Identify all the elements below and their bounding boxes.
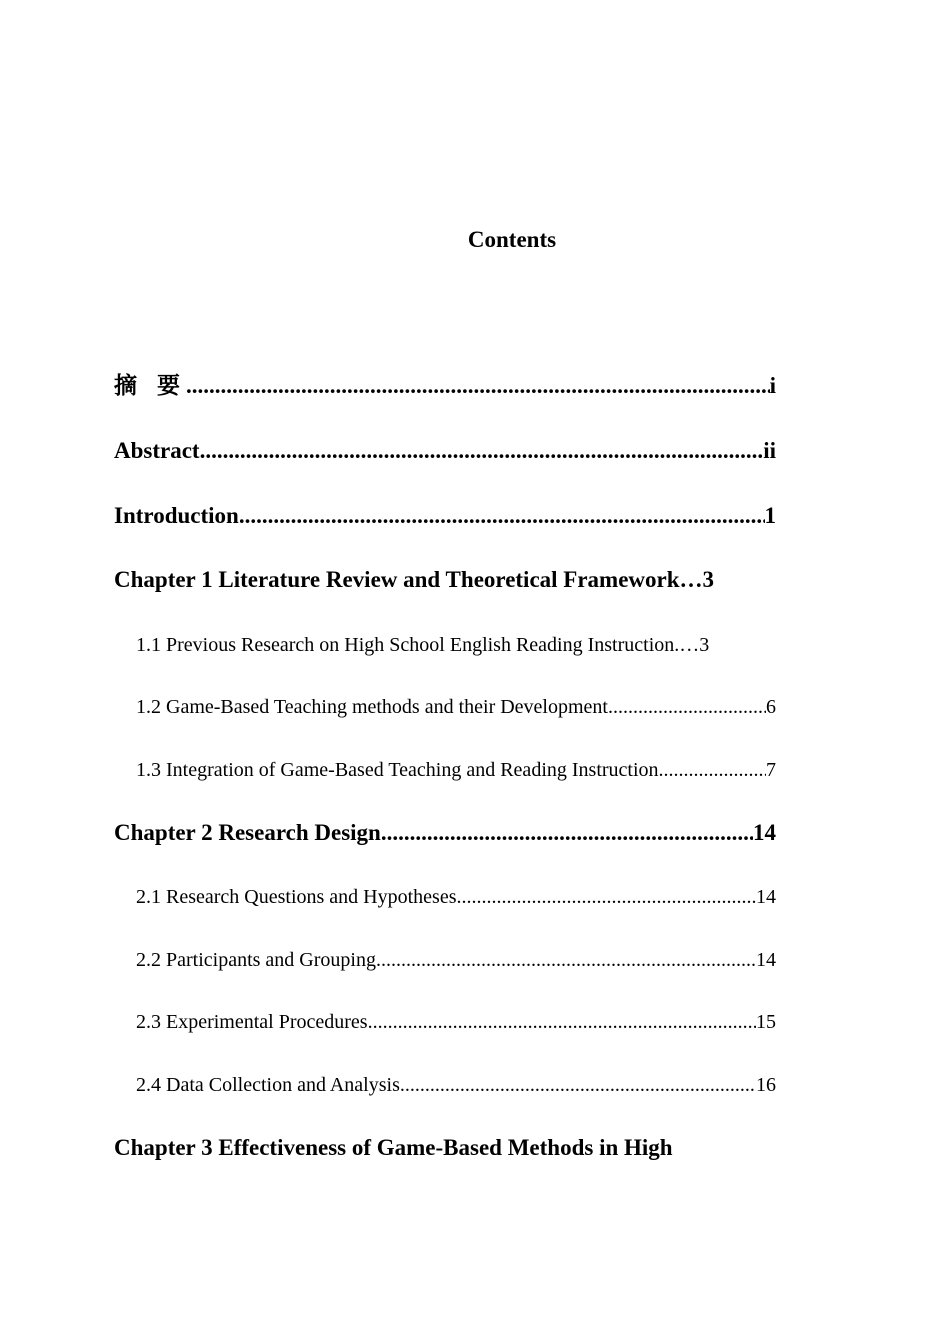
toc-entry-page: 3 [702,567,715,592]
toc-entry-section-2-2[interactable] [136,948,776,972]
toc-entry-label: 1.2 Game-Based Teaching methods and their Development [136,696,608,718]
toc-entry-label: 2.2 Participants and Grouping [136,949,376,971]
toc-entry-label: 2.3 Experimental Procedures [136,1011,368,1033]
dot-leader [659,758,766,782]
dot-leader [381,819,753,847]
toc-entry-section-2-3[interactable] [136,1010,776,1034]
toc-entry-section-1-1[interactable] [136,633,776,657]
toc-entry-page: 6 [766,696,776,718]
toc-entry-chapter-3[interactable] [114,1134,776,1162]
toc-entry-label: Chapter 1 Literature Review and Theoretical Framework… [114,567,703,592]
toc-entry-chapter-2[interactable] [114,819,776,847]
toc-entry-page: 7 [766,759,776,781]
toc-entry-label: Chapter 3 Effectiveness of Game-Based Methods in High [114,1135,673,1160]
toc-entry-page: 15 [756,1011,776,1033]
dot-leader [186,372,770,400]
toc-entry-section-2-1[interactable] [136,885,776,909]
toc-entry-label: 2.4 Data Collection and Analysis [136,1074,400,1096]
dot-leader [608,695,766,719]
toc-entry-label: Introduction [114,503,239,528]
toc-entry-page: 16 [756,1074,776,1096]
toc-entry-label: 2.1 Research Questions and Hypotheses [136,886,457,908]
toc-entry-page: 14 [756,886,776,908]
toc-entry-label: Abstract [114,438,200,463]
toc-entry-label: Chapter 2 Research Design [114,820,381,845]
page-title: Contents [467,227,557,252]
toc-entry-section-1-3[interactable] [136,758,776,782]
toc-entry-label: 摘 要 [114,373,187,399]
toc-entry-page: 1 [764,503,776,528]
toc-entry-section-2-4[interactable] [136,1073,776,1097]
dot-leader [200,437,764,465]
dot-leader [376,948,756,972]
toc-entry-abstract-cn[interactable] [114,372,776,400]
toc-entry-page: 3 [699,634,710,656]
toc-entry-chapter-1[interactable] [114,566,776,594]
toc-entry-label: 1.3 Integration of Game-Based Teaching and Reading Instruction [136,759,659,781]
toc-entry-page: i [769,373,776,398]
toc-entry-label: 1.1 Previous Research on High School English Reading Instruction.… [136,634,700,656]
toc-entry-page: ii [763,438,776,463]
toc-entry-page: 14 [753,820,776,845]
dot-leader [400,1073,756,1097]
dot-leader [368,1010,756,1034]
toc-entry-section-1-2[interactable] [136,695,776,719]
dot-leader [239,502,765,530]
toc-entry-introduction[interactable] [114,502,776,530]
dot-leader [457,885,757,909]
toc-entry-page: 14 [756,949,776,971]
toc-entry-abstract[interactable] [114,437,776,465]
